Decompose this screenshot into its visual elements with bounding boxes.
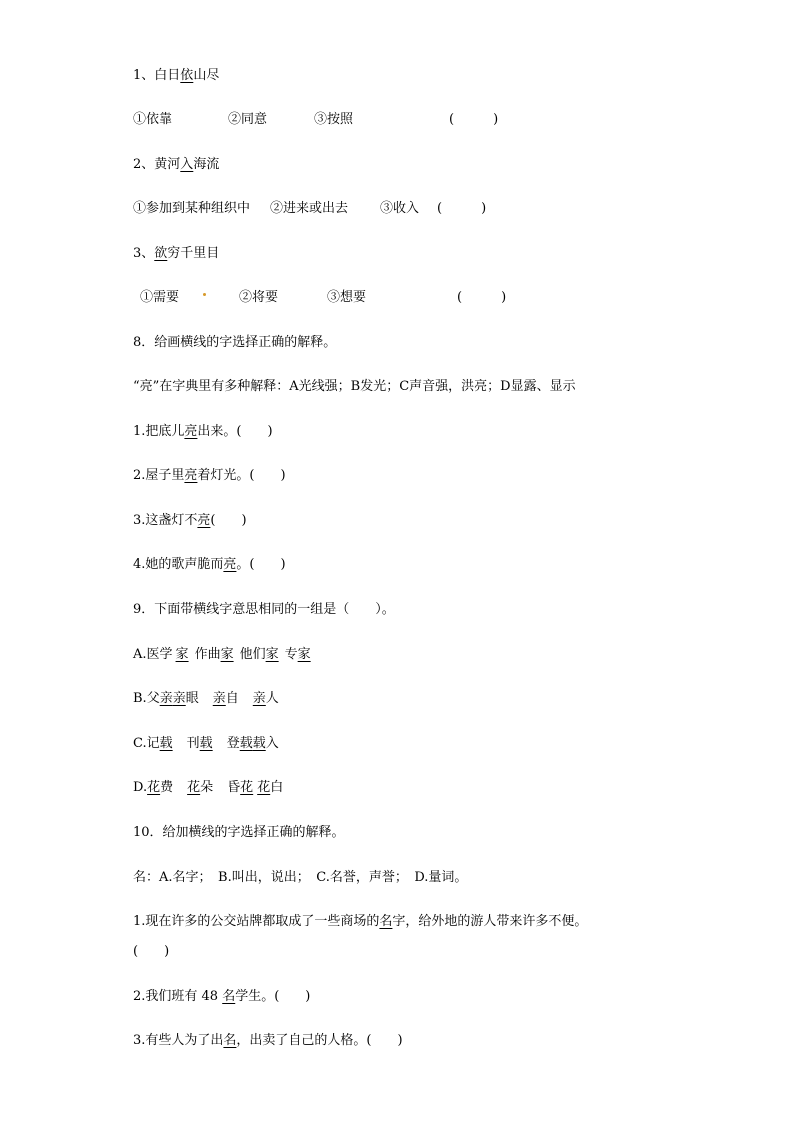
question-3-options	[140, 289, 506, 307]
answer-parentheses: ( )	[449, 112, 499, 127]
section-9-option-c: C.记载 刊载 登载载入	[133, 736, 279, 751]
section-8-item: 2.屋子里亮着灯光。( )	[133, 468, 286, 483]
option-2: ②将要	[239, 290, 279, 305]
question-number: 1、	[133, 68, 155, 83]
underlined-char: 欲	[154, 246, 168, 261]
question-2-options	[133, 200, 486, 218]
answer-parentheses: ( )	[457, 290, 507, 305]
option-2: ②进来或出去	[270, 201, 349, 216]
option-3: ③想要	[327, 290, 367, 305]
underlined-char: 名	[223, 1033, 237, 1048]
option-3: ③收入	[380, 201, 420, 216]
section-8-title: 8．给画横线的字选择正确的解释。	[133, 335, 337, 350]
section-8-item: 3.这盏灯不亮( )	[133, 513, 247, 528]
option-1: ①参加到某种组织中	[133, 201, 251, 216]
section-8-item: 1.把底儿亮出来。( )	[133, 424, 273, 439]
section-10-item-continuation: ( )	[133, 944, 170, 959]
option-3: ③按照	[314, 112, 354, 127]
option-1: ①依靠	[133, 112, 173, 127]
section-10-item: 3.有些人为了出名，出卖了自己的人格。( )	[133, 1033, 403, 1048]
section-10-item: 1.现在许多的公交站牌都取成了一些商场的名字，给外地的游人带来许多不便。	[133, 914, 588, 929]
question-2: 2、黄河入海流	[133, 157, 220, 172]
section-10-item: 2.我们班有 48 名学生。( )	[133, 989, 311, 1004]
underlined-char: 亮	[184, 468, 198, 483]
section-8-item: 4.她的歌声脆而亮。( )	[133, 557, 286, 572]
section-9-option-b: B.父亲亲眼 亲自 亲人	[133, 691, 279, 706]
stray-dot-mark	[203, 293, 206, 296]
underlined-char: 亮	[223, 557, 237, 572]
section-10-intro: 名：A.名字； B.叫出，说出； C.名誉，声誉； D.量词。	[133, 870, 468, 885]
underlined-char: 名	[379, 914, 393, 929]
option-2: ②同意	[228, 112, 268, 127]
section-9-option-a: A.医学 家 作曲家 他们家 专家	[133, 647, 311, 662]
underlined-char: 名	[222, 989, 236, 1004]
answer-parentheses: ( )	[437, 201, 487, 216]
section-9-title: 9．下面带横线字意思相同的一组是（ ）。	[133, 602, 395, 617]
section-8-intro: “亮”在字典里有多种解释：A光线强；B发光；C声音强，洪亮；D显露、显示	[133, 379, 576, 394]
section-9-option-d: D.花费 花朵 昏花 花白	[133, 780, 284, 795]
underlined-char: 亮	[197, 513, 211, 528]
section-10-title: 10．给加横线的字选择正确的解释。	[133, 825, 345, 840]
question-3: 3、欲穷千里目	[133, 246, 220, 261]
option-1: ①需要	[140, 290, 180, 305]
question-number: 3、	[133, 246, 155, 261]
underlined-char: 依	[180, 68, 194, 83]
underlined-char: 亮	[184, 424, 198, 439]
question-number: 2、	[133, 157, 155, 172]
question-1: 1、白日依山尽	[133, 68, 220, 83]
underlined-char: 入	[180, 157, 194, 172]
question-1-options	[133, 111, 498, 129]
